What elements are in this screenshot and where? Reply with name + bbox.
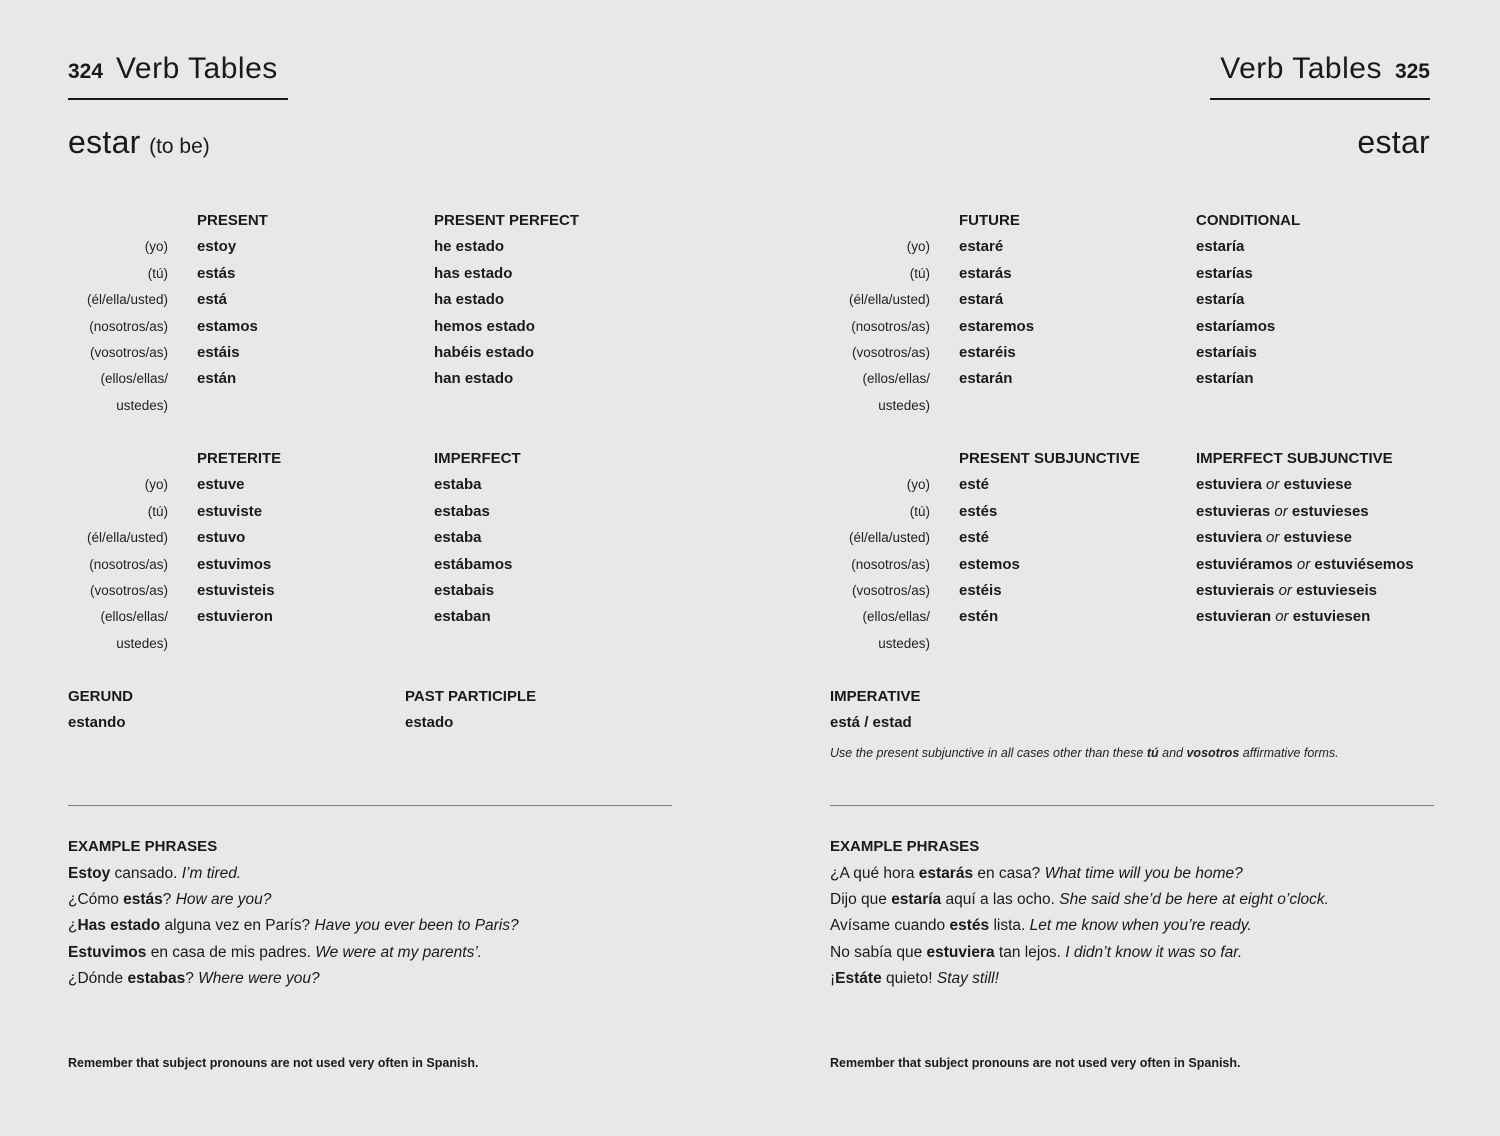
verb-form: estabais <box>434 582 495 600</box>
footer-note: Remember that subject pronouns are not used very often in Spanish. <box>68 1056 479 1070</box>
verb-form: estarás <box>959 264 1012 282</box>
column-header-present-perfect: PRESENT PERFECT <box>434 212 580 229</box>
verb-form: estaban <box>434 608 491 626</box>
pronoun-label: (él/ella/usted) <box>86 292 168 308</box>
preterite-table <box>68 446 521 657</box>
verb-form: estuvieron <box>197 608 273 626</box>
column-header-imperfect: IMPERFECT <box>434 450 521 467</box>
verb-form: estuvieran or estuviesen <box>1196 608 1371 626</box>
pronoun-label: (nosotros/as) <box>851 556 930 572</box>
verb-title <box>68 122 210 169</box>
verb-form: estarán <box>959 370 1013 388</box>
example-phrases-block <box>68 834 519 992</box>
verb-form: estaríamos <box>1196 317 1276 335</box>
gerund-participle-block <box>68 684 536 737</box>
pronoun-label: (tú) <box>147 503 168 519</box>
pronoun-label <box>830 604 930 657</box>
verb-form: estemos <box>959 555 1020 573</box>
verb-form: estamos <box>197 317 258 335</box>
header-title: Verb Tables <box>116 52 278 85</box>
example-phrase: ¿Cómo estás? How are you? <box>68 891 272 909</box>
verb-form: han estado <box>434 370 514 388</box>
verb-form: estuviera or estuviese <box>1196 529 1352 547</box>
example-phrase: Dijo que estaría aquí a las ocho. She said she’d be here at eight o’clock. <box>830 891 1329 909</box>
subjunctive-table <box>830 446 1414 657</box>
verb-form: estarían <box>1196 370 1254 388</box>
right-page <box>750 0 1500 1136</box>
pronoun-label: (nosotros/as) <box>851 318 930 334</box>
verb-form: estaría <box>1196 291 1245 309</box>
pronoun-label: (tú) <box>909 265 930 281</box>
verb-form: estarías <box>1196 264 1253 282</box>
verb-gloss: (to be) <box>149 135 210 158</box>
verb-form: estuviera or estuviese <box>1196 476 1352 494</box>
verb-form: habéis estado <box>434 344 535 362</box>
verb-form: estuve <box>197 476 245 494</box>
pronoun-label: (tú) <box>147 265 168 281</box>
column-header-present: PRESENT <box>197 212 268 229</box>
pronoun-line2: ustedes) <box>878 397 930 413</box>
example-phrase: Estuvimos en casa de mis padres. We were at my parents’. <box>68 943 483 961</box>
pronoun-label: (vosotros/as) <box>89 345 168 361</box>
verb-form: esté <box>959 476 990 494</box>
pronoun-label: (nosotros/as) <box>89 318 168 334</box>
pronoun-label: (él/ella/usted) <box>848 292 930 308</box>
or-word: or <box>1274 502 1288 520</box>
verb-form: estuviste <box>197 502 263 520</box>
gerund-cell <box>68 684 405 737</box>
pronoun-label: (él/ella/usted) <box>848 530 930 546</box>
verb-form: estaba <box>434 529 482 547</box>
pronoun-line2: ustedes) <box>116 397 168 413</box>
verb-form: estaremos <box>959 317 1035 335</box>
future-table <box>830 208 1300 419</box>
spacer-cell <box>830 446 930 472</box>
gerund-value: estando <box>68 714 126 732</box>
verb-name: estar <box>1357 124 1430 160</box>
pronoun-label: (vosotros/as) <box>851 583 930 599</box>
verb-form: estaríais <box>1196 344 1257 362</box>
imperative-note: Use the present subjunctive in all cases other than these tú and vosotros affirmative forms. <box>830 745 1339 760</box>
verb-form: estábamos <box>434 555 513 573</box>
imperative-cell <box>830 684 1339 763</box>
example-phrase: ¿Dónde estabas? Where were you? <box>68 969 320 987</box>
example-phrases-header: EXAMPLE PHRASES <box>68 838 218 855</box>
verb-form: estoy <box>197 238 237 256</box>
pronoun-label: (vosotros/as) <box>89 583 168 599</box>
column-header-present-subjunctive: PRESENT SUBJUNCTIVE <box>959 450 1140 467</box>
verb-form: estaré <box>959 238 1004 256</box>
verb-form: estés <box>959 502 998 520</box>
verb-form: estuvierais or estuvieseis <box>1196 582 1377 600</box>
present-table <box>68 208 579 419</box>
pronoun-label: (yo) <box>906 239 930 255</box>
past-participle-label: PAST PARTICIPLE <box>405 688 537 705</box>
verb-form: estáis <box>197 344 240 362</box>
verb-form: hemos estado <box>434 317 535 335</box>
verb-form: estás <box>197 264 236 282</box>
header-title: Verb Tables <box>1220 52 1382 85</box>
footer-note: Remember that subject pronouns are not used very often in Spanish. <box>830 1056 1241 1070</box>
example-phrase: No sabía que estuviera tan lejos. I didn’t know it was so far. <box>830 943 1243 961</box>
column-header-imperfect-subjunctive: IMPERFECT SUBJUNCTIVE <box>1196 450 1393 467</box>
verb-form: estaba <box>434 476 482 494</box>
pronoun-line1: (ellos/ellas/ <box>862 371 930 387</box>
pronoun-label <box>68 366 168 419</box>
past-participle-cell <box>405 684 536 737</box>
verb-form: has estado <box>434 264 513 282</box>
verb-form: estaréis <box>959 344 1016 362</box>
verb-form: he estado <box>434 238 505 256</box>
past-participle-value: estado <box>405 714 454 732</box>
pronoun-label: (yo) <box>144 477 168 493</box>
verb-form: estuvimos <box>197 555 272 573</box>
spacer-cell <box>68 208 168 234</box>
gerund-label: GERUND <box>68 688 134 705</box>
column-header-conditional: CONDITIONAL <box>1196 212 1301 229</box>
verb-title <box>1357 122 1430 169</box>
verb-form: estén <box>959 608 999 626</box>
column-header-preterite: PRETERITE <box>197 450 282 467</box>
example-phrase: ¿Has estado alguna vez en París? Have you ever been to Paris? <box>68 917 519 935</box>
pronoun-line2: ustedes) <box>878 635 930 651</box>
divider-line <box>68 805 672 806</box>
spacer-cell <box>830 208 930 234</box>
page-number: 325 <box>1394 60 1430 83</box>
verb-form: estabas <box>434 502 490 520</box>
verb-form: esté <box>959 529 990 547</box>
pronoun-label <box>68 604 168 657</box>
imperative-value: está / estad <box>830 714 912 732</box>
imperative-block <box>830 684 1339 763</box>
imperative-label: IMPERATIVE <box>830 688 921 705</box>
pronoun-label: (vosotros/as) <box>851 345 930 361</box>
pronoun-line1: (ellos/ellas/ <box>100 609 168 625</box>
pronoun-label: (yo) <box>906 477 930 493</box>
or-word: or <box>1266 529 1280 547</box>
pronoun-label: (él/ella/usted) <box>86 530 168 546</box>
example-phrase: ¿A qué hora estarás en casa? What time will you be home? <box>830 864 1243 882</box>
pronoun-label: (tú) <box>909 503 930 519</box>
pronoun-line1: (ellos/ellas/ <box>100 371 168 387</box>
or-word: or <box>1275 608 1289 626</box>
example-phrases-block <box>830 834 1329 992</box>
column-header-future: FUTURE <box>959 212 1020 229</box>
or-word: or <box>1278 582 1292 600</box>
page-number: 324 <box>68 60 104 83</box>
or-word: or <box>1296 555 1311 573</box>
verb-name: estar <box>68 124 141 160</box>
verb-form: estaría <box>1196 238 1245 256</box>
pronoun-label <box>830 366 930 419</box>
verb-form: estuvisteis <box>197 582 275 600</box>
verb-form: estuviéramos or estuviésemos <box>1196 555 1414 573</box>
pronoun-label: (yo) <box>144 239 168 255</box>
example-phrase: ¡Estáte quieto! Stay still! <box>830 969 999 987</box>
example-phrases-header: EXAMPLE PHRASES <box>830 838 980 855</box>
pronoun-line2: ustedes) <box>116 635 168 651</box>
verb-form: ha estado <box>434 291 505 309</box>
example-phrase: Avísame cuando estés lista. Let me know when you’re ready. <box>830 917 1252 935</box>
verb-form: estuvo <box>197 529 246 547</box>
verb-form: estéis <box>959 582 1002 600</box>
pronoun-label: (nosotros/as) <box>89 556 168 572</box>
pronoun-line1: (ellos/ellas/ <box>862 609 930 625</box>
spacer-cell <box>68 446 168 472</box>
example-phrase: Estoy cansado. I’m tired. <box>68 864 242 882</box>
verb-form: están <box>197 370 237 388</box>
page-header <box>68 52 288 100</box>
verb-form: está <box>197 291 228 309</box>
verb-form: estuvieras or estuvieses <box>1196 502 1369 520</box>
page-header <box>1210 52 1430 100</box>
or-word: or <box>1266 476 1280 494</box>
divider-line <box>830 805 1434 806</box>
verb-form: estará <box>959 291 1004 309</box>
